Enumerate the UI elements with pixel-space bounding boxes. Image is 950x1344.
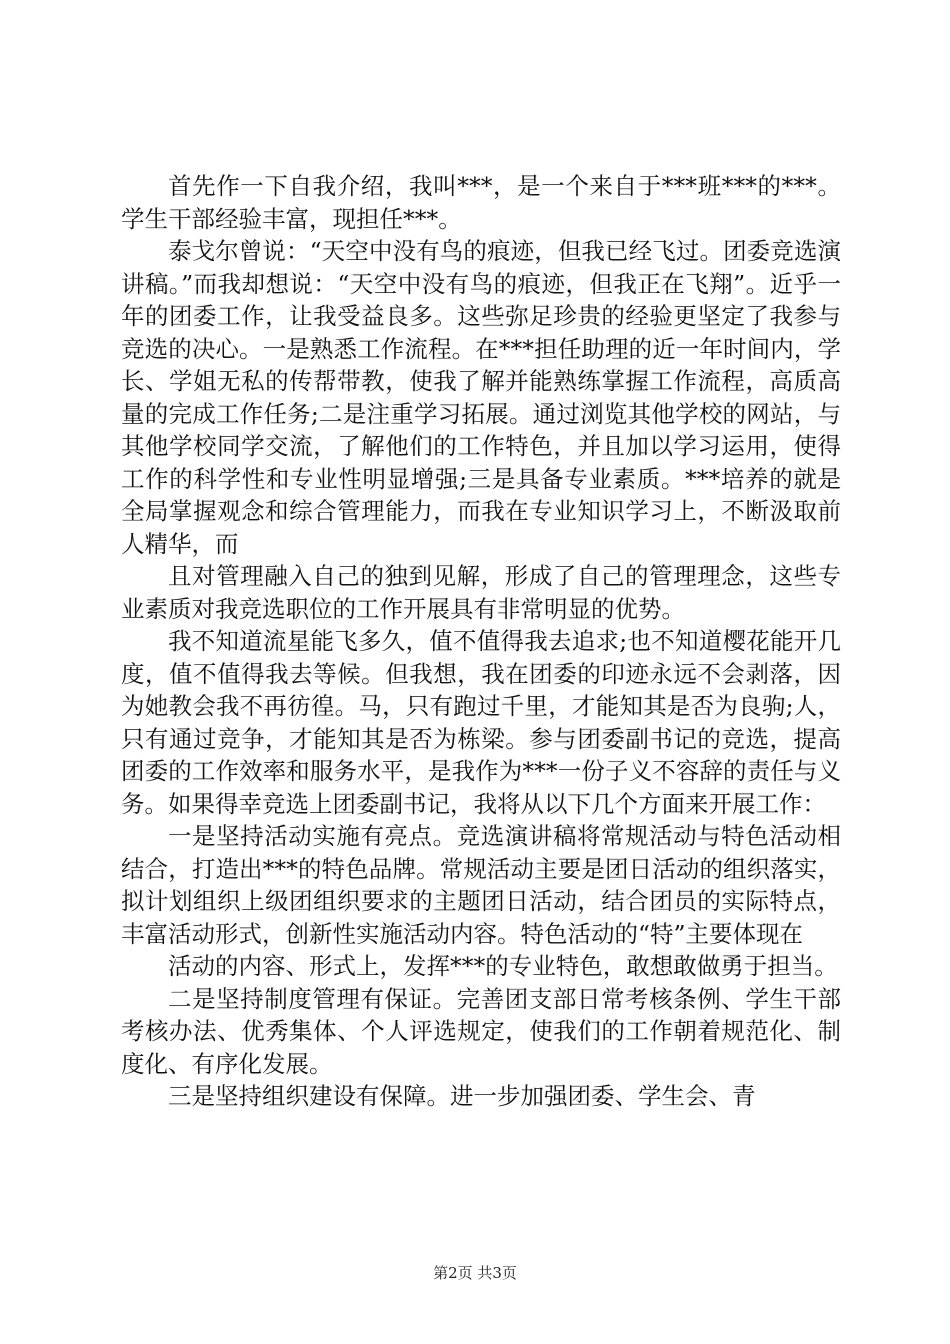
paragraph-self-introduction: 首先作一下自我介绍，我叫***，是一个来自于***班***的***。学生干部经验丰富，现担任***。	[121, 172, 841, 233]
paragraph-plan-one: 一是坚持活动实施有亮点。竞选演讲稿将常规活动与特色活动相结合，打造出***的特色品牌。常规活动主要是团日活动的组织落实，拟计划组织上级团组织要求的主题团日活动，结合团员的实际特点，丰富活动形式，创新性实施活动内容。特色活动的“特”主要体现在	[121, 822, 841, 948]
paragraph-motivation: 我不知道流星能飞多久，值不值得我去追求;也不知道樱花能开几度，值不值得我去等候。但我想，我在团委的印迹永远不会剥落，因为她教会我不再彷徨。马，只有跑过千里，才能知其是否为良驹;人，只有通过竞争，才能知其是否为栋梁。参与团委副书记的竞选，提高团委的工作效率和服务水平，是我作为***一份子义不容辞的责任与义务。如果得幸竞选上团委副书记，我将从以下几个方面来开展工作：	[121, 627, 841, 818]
paragraph-experience: 泰戈尔曾说：“天空中没有鸟的痕迹，但我已经飞过。团委竞选演讲稿。”而我却想说：“天空中没有鸟的痕迹，但我正在飞翔”。近乎一年的团委工作，让我受益良多。这些弥足珍贵的经验更坚定了我参与竞选的决心。一是熟悉工作流程。在***担任助理的近一年时间内，学长、学姐无私的传帮带教，使我了解并能熟练掌握工作流程，高质高量的完成工作任务;二是注重学习拓展。通过浏览其他学校的网站，与其他学校同学交流，了解他们的工作特色，并且加以学习运用，使得工作的科学性和专业性明显增强;三是具备专业素质。***培养的就是全局掌握观念和综合管理能力，而我在专业知识学习上，不断汲取前人精华，而	[121, 237, 841, 558]
paragraph-plan-two: 二是坚持制度管理有保证。完善团支部日常考核条例、学生干部考核办法、优秀集体、个人评选规定，使我们的工作朝着规范化、制度化、有序化发展。	[121, 984, 841, 1078]
paragraph-plan-one-continued: 活动的内容、形式上，发挥***的专业特色，敢想敢做勇于担当。	[168, 952, 838, 980]
paragraph-experience-continued: 且对管理融入自己的独到见解，形成了自己的管理理念，这些专业素质对我竞选职位的工作开展具有非常明显的优势。	[121, 562, 841, 623]
paragraph-plan-three: 三是坚持组织建设有保障。进一步加强团委、学生会、青	[168, 1082, 756, 1110]
page-number-footer: 第2页 共3页	[433, 1264, 517, 1282]
document-body	[121, 170, 841, 1113]
